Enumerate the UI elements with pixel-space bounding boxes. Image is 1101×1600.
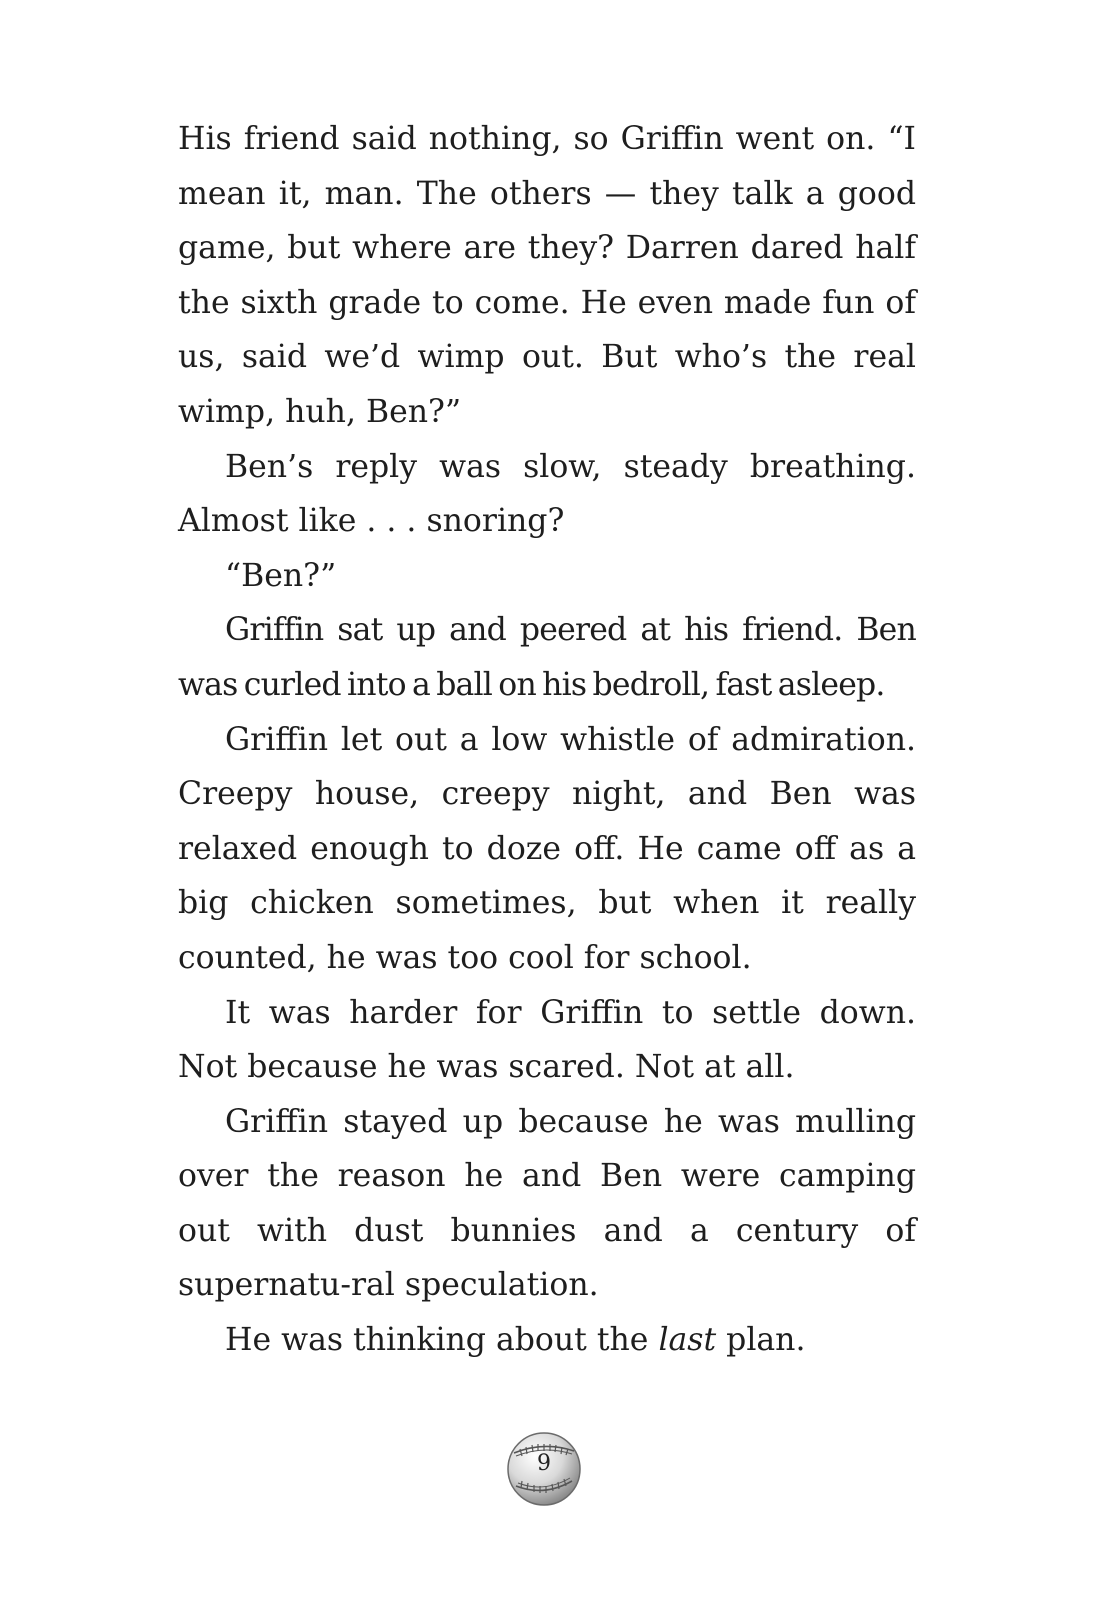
page-number: 9 — [537, 1451, 551, 1476]
paragraph-4: Griffin sat up and peered at his friend. Ben was curled into a ball on his bedroll, fast asleep. — [178, 612, 916, 703]
paragraph-5: Griffin let out a low whistle of admiration. Creepy house, creepy night, and Ben was relaxed enough to doze off. He came off as a big chicken sometimes, but when it really counted, he was too cool for school. — [178, 721, 916, 976]
paragraph-6: It was harder for Griffin to settle down. Not because he was scared. Not at all. — [178, 994, 916, 1086]
paragraph-2: Ben’s reply was slow, steady breathing. Almost like . . . snoring? — [178, 448, 916, 540]
paragraph-1: His friend said nothing, so Griffin went on. “I mean it, man. The others — they talk a good game, but where are they? Darren dared half the sixth grade to come. He even made fun of us, said we’d wimp out. But who’s the real wimp, huh, Ben?” — [178, 121, 916, 430]
body-text — [178, 112, 916, 1368]
paragraph-8-before: He was thinking about the — [225, 1322, 659, 1359]
paragraph-7: Griffin stayed up because he was mulling over the reason he and Ben were camping out with dust bunnies and a century of supernatu-ral speculation. — [178, 1103, 916, 1304]
paragraph-3: “Ben?” — [225, 557, 337, 594]
paragraph-8-after: plan. — [716, 1322, 806, 1359]
paragraph-8 — [178, 1313, 916, 1368]
paragraph-8-emphasis: last — [658, 1322, 717, 1359]
page-folio — [506, 1431, 582, 1507]
